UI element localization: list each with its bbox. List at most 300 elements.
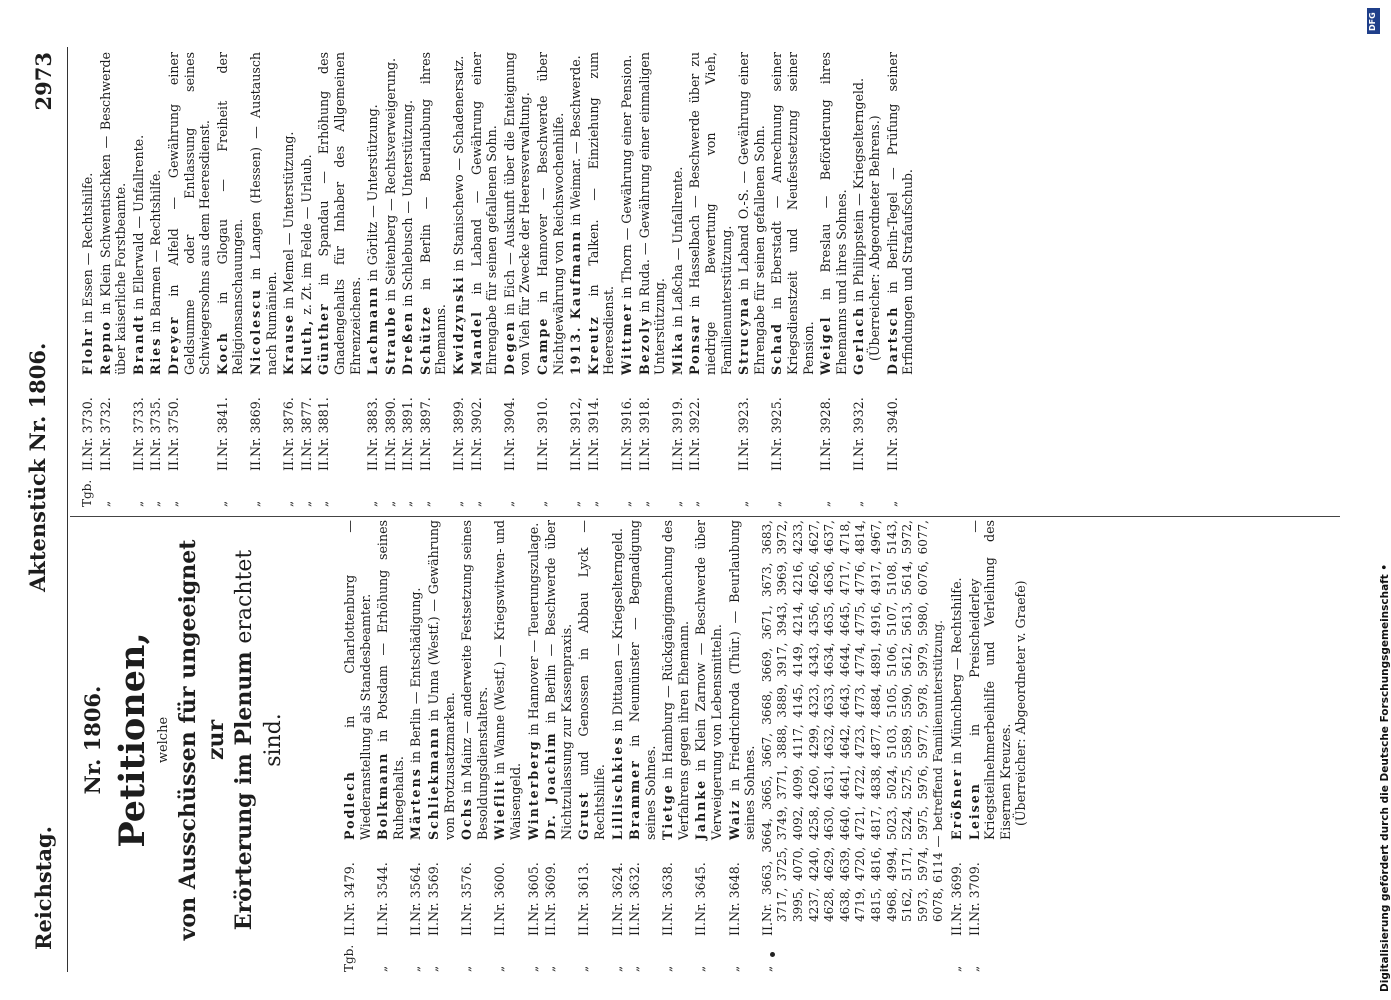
entry-text [281, 52, 297, 375]
entry-number: Nr. 3609. [543, 862, 559, 922]
entry-prefix: „ [451, 500, 466, 507]
petition-subject: z. Zt. im Felde — Urlaub. [298, 154, 314, 319]
entry-text [568, 52, 584, 375]
entry-section: II. [408, 922, 424, 936]
entry-prefix: „ [459, 965, 474, 972]
subtitle-line-1b: ungeeignet zur [175, 539, 229, 761]
entry-section: II. [451, 457, 467, 471]
petition-subject: in Weimar. — Beschwerde. [568, 55, 584, 230]
petitioner-name: Podlech [342, 770, 357, 840]
petition-subject: in Hamburg — Rückgängigmachung des Verfahrens gegen ihren Ehemann. [660, 520, 691, 840]
petition-subject: in Berlin — Entschädigung. [408, 587, 424, 768]
entry-text [80, 52, 96, 375]
petition-entry [693, 520, 724, 972]
petition-subject: in Hasselbach — Beschwerde über zu niedrige Bewertung von Vieh, Familienunterstützung. [687, 52, 734, 375]
entry-text [586, 52, 617, 375]
petitioner-name: Ries [148, 336, 164, 375]
entry-section: II. [342, 922, 357, 936]
entry-text [459, 520, 490, 840]
petition-entry [885, 52, 916, 507]
petitioner-name: Günther [316, 302, 332, 375]
petition-entry [365, 52, 381, 507]
entry-section: II. [660, 922, 676, 936]
heading-welche: welche [156, 716, 171, 764]
entry-text [885, 52, 916, 375]
entry-number: Nr. 3733. [130, 397, 146, 457]
petition-subject: in Philippstein — Kriegselterngeld. [851, 78, 867, 306]
entry-section: II. [148, 457, 164, 471]
entry-text [502, 52, 533, 375]
running-head [24, 52, 58, 972]
petition-entry [248, 52, 279, 507]
entry-section: II. [501, 457, 517, 471]
entry-prefix: „ [568, 500, 583, 507]
entry-number: Nr. 3730. [80, 397, 95, 457]
petition-entry [316, 52, 363, 507]
petition-subject: in Glogau — Freiheit der Religionsanschauungen. [214, 52, 246, 375]
petitioner-name: Campe [535, 316, 551, 375]
entry-number: Nr. 3699. [948, 862, 964, 922]
entry-section: II. [759, 922, 775, 936]
entry-section: II. [627, 922, 643, 936]
entry-prefix: „ [693, 965, 708, 972]
petition-entry [576, 520, 607, 972]
petitioner-name: Kreutz [585, 315, 601, 375]
petition-subject: in Stanischewo — Schadenersatz. [451, 55, 467, 276]
entry-number: Nr. 3899. [451, 397, 467, 457]
petition-entry [727, 520, 758, 972]
petitioner-name: Erößner [948, 767, 964, 840]
petitioner-name: Straube [382, 305, 398, 375]
entry-prefix: „ [97, 500, 112, 507]
petition-subject: in Essen — Rechtshilfe. [80, 172, 95, 328]
petition-subject: in Eberstadt — Anrechnung seiner Kriegsdienstzeit und Neufestsetzung seiner Pension. [769, 52, 816, 375]
subtitle-line-1a: von Ausschüssen für [175, 686, 201, 941]
entry-text [375, 520, 406, 840]
petition-subject: in Talken. — Einziehung zum Heeresdienst. [585, 52, 617, 375]
entry-number: Nr. 3869. [247, 397, 263, 457]
petition-entry [502, 52, 533, 507]
entry-section: II. [543, 922, 559, 936]
petition-entry [526, 520, 542, 972]
entry-prefix: „ [417, 500, 432, 507]
entry-number: Nr. 3732. [97, 397, 113, 457]
petitioner-name: Strucyna [736, 295, 752, 375]
petitioner-name: Ponsar [687, 314, 703, 375]
petitioner-name: Weigel [818, 315, 834, 375]
sidebar-text: Digitalisierung gefördert durch die Deutsche Forschungsgemeinschaft • [1379, 563, 1391, 992]
petition-subject: in Laband O.-S. — Gewährung einer Ehrengabe für seinen gefallenen Sohn. [736, 52, 767, 375]
entry-section: II. [468, 457, 484, 471]
entry-number: Nr. 3902. [468, 397, 484, 457]
petitioner-name: Gerlach [851, 305, 867, 375]
entry-number: Nr. 3918. [636, 397, 652, 457]
petition-subject: in Thorn — Gewährung einer Pension. [619, 54, 634, 303]
entry-text [535, 52, 566, 375]
entry-section: II. [425, 922, 441, 936]
entry-text [526, 520, 542, 840]
entry-section: II. [97, 457, 113, 471]
entry-prefix: „ [247, 500, 262, 507]
petition-entry [148, 52, 164, 507]
entry-section: II. [281, 457, 297, 471]
entry-section: II. [247, 457, 263, 471]
entry-prefix: „ [214, 500, 229, 507]
entry-number: Nr. 3925. [769, 397, 785, 457]
subtitle-line-1 [174, 520, 230, 960]
entry-prefix: „ [165, 500, 180, 507]
entry-prefix: „ [525, 965, 540, 972]
entry-number: Nr. 3912, [568, 397, 584, 457]
entry-text [851, 52, 882, 375]
petitioner-name: Dartsch [884, 305, 900, 375]
petitioner-name: Kwidzynski [451, 275, 467, 375]
entry-section: II. [585, 457, 601, 471]
header-rule [67, 47, 68, 972]
entry-section: II. [966, 922, 982, 936]
petitioner-name: Wittmer [619, 302, 634, 375]
petition-entry [610, 520, 626, 972]
entry-number: Nr. 3600. [492, 862, 508, 922]
petitioner-name: Mika [669, 331, 685, 375]
entry-number: Nr. 3881. [316, 397, 332, 457]
petitioner-name: Mandel [468, 310, 484, 375]
entry-section: II. [851, 457, 867, 471]
entry-text [543, 520, 574, 840]
entry-number: Nr. 3613. [576, 862, 592, 922]
entry-section: II. [609, 922, 625, 936]
entry-prefix: „ [130, 500, 145, 507]
entry-text [949, 520, 965, 840]
petitioner-name: Nicolescu [247, 287, 263, 375]
entry-text [687, 52, 734, 375]
petitioner-name: Schliekmann [425, 725, 441, 840]
petition-entry [492, 520, 523, 972]
petition-subject: in Mainz — anderweite Festsetzung seines Besoldungsdienstalters. [459, 520, 490, 840]
entry-prefix: „ [669, 500, 684, 507]
entry-prefix: „ [316, 500, 331, 507]
petition-entry [383, 52, 399, 507]
entry-number: Nr. 3922. [687, 397, 703, 457]
entry-prefix: Tgb. [342, 944, 356, 972]
entry-prefix: „ [576, 965, 591, 972]
entry-text [131, 52, 147, 375]
entry-number: Nr. 3624. [609, 862, 625, 922]
entry-text [576, 520, 607, 840]
entry-text [610, 520, 626, 840]
entry-text [451, 52, 467, 375]
entry-prefix: „ [726, 965, 741, 972]
petition-entry [736, 52, 767, 507]
petition-subject: in Klein Zarnow — Beschwerde über Verweigerung von Lebensmitteln. [693, 520, 725, 840]
left-entry-list [342, 520, 758, 972]
entry-text [365, 52, 381, 375]
entry-text [619, 52, 635, 375]
petition-entry [627, 520, 658, 972]
petition-entry [459, 520, 490, 972]
entry-prefix: „ [535, 500, 550, 507]
petition-subject: in Münchberg — Rechtshilfe. [948, 577, 964, 768]
entry-prefix: „ [948, 965, 963, 972]
entry-prefix: „ [400, 500, 415, 507]
entry-section: II. [818, 457, 834, 471]
petition-subject: in Wanne (Westf.) — Kriegswitwen- und Waisengeld. [492, 520, 523, 840]
entry-number: Nr. 3735. [148, 397, 164, 457]
entry-section: II. [884, 457, 900, 471]
petition-subject: in Berlin-Tegel — Prüfung seiner Erfindungen und Strafaufschub. [884, 52, 916, 375]
petition-subject: in Schlebusch — Unterstützung. [400, 99, 416, 311]
entry-section: II. [693, 922, 709, 936]
entry-text [769, 52, 816, 375]
entry-text [637, 52, 668, 375]
entry-section: II. [375, 922, 391, 936]
petition-entry [80, 52, 96, 507]
right-column [80, 52, 918, 507]
petitioner-name: Bolkmann [375, 751, 391, 840]
petition-entry [469, 52, 500, 507]
entry-text [418, 52, 449, 375]
entry-prefix: „ [425, 965, 440, 972]
entry-prefix: „ [468, 500, 483, 507]
petition-entry [131, 52, 147, 507]
entry-prefix: „ [687, 500, 702, 507]
entry-prefix: „ [636, 500, 651, 507]
entry-prefix: „ [627, 965, 642, 972]
entry-prefix: „ [884, 500, 899, 507]
entry-section: II. [382, 457, 398, 471]
petitioner-name: Krause [281, 313, 297, 375]
petition-entry [670, 52, 686, 507]
entry-number: Nr. 3914. [585, 397, 601, 457]
petitioner-name: Tietge [660, 783, 676, 840]
petition-subject: in Memel — Unterstützung. [281, 131, 297, 313]
left-tail-list [949, 520, 1029, 972]
entry-number: Nr. 3841. [214, 397, 230, 457]
entry-section: II. [214, 457, 230, 471]
entry-section: II. [576, 922, 592, 936]
petition-subject: in Eich — Auskunft über die Enteignung von Vieh für Zwecke der Heeresverwaltung. [501, 52, 533, 375]
left-column [342, 520, 1031, 972]
entry-section: II. [492, 922, 508, 936]
entry-text [727, 520, 758, 840]
entry-section: II. [365, 457, 381, 471]
petitioner-name: Bezoly [636, 316, 652, 375]
entry-number: Nr. 3544. [375, 862, 391, 922]
petitioner-name: Dr. Joachim [543, 731, 559, 840]
petition-subject: in Ruda. — Gewährung einer einmaligen Unterstützung. [636, 52, 668, 375]
entry-section: II. [568, 457, 584, 471]
entry-text [215, 52, 246, 375]
petition-entry [98, 52, 129, 507]
entry-section: II. [726, 922, 742, 936]
entry-text [967, 520, 1029, 840]
petitioner-name: Ochs [459, 797, 475, 840]
entry-number: Nr. 3890. [382, 397, 398, 457]
entry-text [148, 52, 164, 375]
entry-prefix: Tgb. [80, 479, 94, 507]
page-title: Petitionen, [112, 632, 153, 848]
entry-prefix: „ [501, 500, 516, 507]
entry-prefix: „ [818, 500, 833, 507]
entry-number: Nr. 3916. [619, 397, 634, 457]
petition-entry [660, 520, 691, 972]
entry-section: II. [459, 922, 475, 936]
petition-entry [342, 520, 373, 972]
entry-section: II. [80, 457, 95, 471]
right-entry-list [80, 52, 916, 507]
petition-subject: in Charlottenburg — Wiederanstellung als Standesbeamter. [342, 520, 373, 840]
presenter-note: (Überreicher: Abgeordneter v. Graefe) [1013, 580, 1029, 826]
document-page [22, 42, 1362, 972]
entry-number: Nr. 3904. [501, 397, 517, 457]
entry-text [400, 52, 416, 375]
petition-entry [949, 520, 965, 972]
petitioner-name: Jahnke [693, 778, 709, 840]
entry-text [469, 52, 500, 375]
entry-text [316, 52, 363, 375]
entry-number: Nr. 3564. [408, 862, 424, 922]
entry-section: II. [316, 457, 332, 471]
petitioner-name: Koch [214, 331, 230, 375]
section-heading [80, 520, 288, 960]
petition-subject: in Hannover — Beschwerde über Nichtgewährung von Reichswochenhilfe. [535, 52, 566, 375]
entry-number: Nr. 3897. [417, 397, 433, 457]
entry-prefix: „ [408, 965, 423, 972]
petition-entry [299, 52, 315, 507]
entry-prefix: „ [851, 500, 866, 507]
petition-subject: in Neumünster — Begnadigung seines Sohnes. [627, 520, 658, 840]
entry-prefix: „ [543, 965, 558, 972]
petition-entry [215, 52, 246, 507]
entry-section: II. [400, 457, 416, 471]
entry-number: Nr. 3638. [660, 862, 676, 922]
entry-number: Nr. 3479. [342, 862, 357, 922]
petitioner-name: Repno [97, 320, 113, 375]
petitioner-name: Wieflit [492, 778, 508, 840]
entry-number: Nr. 3883. [365, 397, 381, 457]
entry-section: II. [948, 922, 964, 936]
petitioner-name: 1913. Kaufmann [568, 229, 584, 375]
entry-text [408, 520, 424, 840]
petitioner-name: Degen [501, 320, 517, 375]
petitioner-name: Grust [576, 790, 592, 840]
entry-prefix: „ [759, 965, 774, 972]
entry-number: Nr. 3648. [726, 862, 742, 922]
entry-prefix: „ [375, 965, 390, 972]
entry-section: II. [130, 457, 146, 471]
petition-subject: in Hannover — Teuerungszulage. [525, 522, 541, 740]
entry-text [342, 520, 373, 840]
petition-entry [426, 520, 457, 972]
petition-entry [687, 52, 734, 507]
subtitle-line-2b: erachtet sind. [232, 549, 286, 767]
entry-section: II. [619, 457, 634, 471]
entry-number: Nr. 3569. [425, 862, 441, 922]
entry-text [670, 52, 686, 375]
printer-mark [770, 952, 775, 957]
entry-number: Nr. 3632. [627, 862, 643, 922]
petition-subject: in Dittauen — Kriegselterngeld. [609, 528, 625, 736]
entry-prefix: „ [492, 965, 507, 972]
petition-entry [619, 52, 635, 507]
petitioner-name: Brandt [130, 313, 146, 375]
entry-number: Nr. 3605. [525, 862, 541, 922]
running-head-left: Reichstag. [31, 826, 56, 950]
petition-entry [637, 52, 668, 507]
entry-text [383, 52, 399, 375]
entry-text [98, 52, 129, 375]
entry-number: Nr. 3923. [736, 397, 752, 457]
entry-prefix: „ [660, 965, 675, 972]
petition-subject: in Alfeld — Gewährung einer Geldsumme oder Entlassung seines Schwiegersohns aus dem Heeresdienst. [165, 52, 213, 375]
entry-prefix: „ [585, 500, 600, 507]
entry-section: II. [769, 457, 785, 471]
petition-entry [967, 520, 1029, 972]
petition-subject: in Klein Schwentischken — Beschwerde über kaiserliche Forstbeamte. [97, 52, 129, 375]
petition-entry [851, 52, 882, 507]
dfg-logo-text: DFG [1368, 12, 1377, 31]
petition-subject: in Laßcha — Unfallrente. [669, 166, 685, 332]
petitioner-name: Schütze [417, 304, 433, 375]
petition-entry [400, 52, 416, 507]
entry-section: II. [736, 457, 752, 471]
entry-text [660, 520, 691, 840]
petition-subject: in Laband — Gewährung einer Ehrengabe für seinen gefallenen Sohn. [468, 52, 500, 375]
petition-subject: in Friedrichroda (Thür.) — Beurlaubung seines Sohnes. [726, 520, 758, 840]
petition-entry [451, 52, 467, 507]
entry-text [736, 52, 767, 375]
entry-prefix: „ [769, 500, 784, 507]
petition-entry [568, 52, 584, 507]
entry-text [818, 52, 849, 375]
entry-section: II. [687, 457, 703, 471]
petition-subject: in Preischeiderley — Kriegsteilnehmerbeihilfe und Verleihung des Eisernen Kreuzes. [966, 520, 1013, 840]
entry-prefix: „ [281, 500, 296, 507]
petition-entry [418, 52, 449, 507]
dfg-logo [1367, 8, 1380, 34]
entry-section: II. [165, 457, 181, 471]
entry-prefix: „ [619, 500, 633, 507]
petitioner-name: Flohr [80, 327, 95, 375]
entry-section: II. [417, 457, 433, 471]
petition-subject: in Spandau — Erhöhung des Gnadengehalts für Inhaber des Allgemeinen Ehrenzeichens. [316, 52, 363, 375]
petition-subject: und Genossen in Abbau Lyck — Rechtshilfe. [576, 520, 607, 840]
petition-entry [535, 52, 566, 507]
petition-entry [375, 520, 406, 972]
entry-number: Nr. 3910. [535, 397, 551, 457]
entry-text [299, 52, 315, 375]
document-number: Nr. 1806. [80, 685, 105, 795]
entry-text [166, 52, 213, 375]
entry-number: Nr. 3940. [884, 397, 900, 457]
petitioner-name: Brammer [627, 759, 643, 840]
petitioner-name: Lillischkies [609, 735, 625, 840]
petition-subject: in Unna (Westf.) — Gewährung von Brotzusatzmarken. [425, 520, 457, 840]
entry-number: Nr. 3750. [165, 397, 181, 457]
petitioner-name: Dreyer [165, 315, 181, 375]
running-head-center: Aktenstück Nr. 1806. [25, 342, 50, 592]
entry-number: Nr. 3709. [966, 862, 982, 922]
petition-entry [769, 52, 816, 507]
petitioner-name: Dreßen [400, 310, 416, 375]
petition-subject: in Ellerwald — Unfallrente. [130, 134, 146, 314]
entry-prefix: „ [966, 965, 981, 972]
entry-text [627, 520, 658, 840]
entry-prefix: „ [736, 500, 751, 507]
petition-entry [818, 52, 849, 507]
entry-text [426, 520, 457, 840]
petitioner-name: Kluth, [298, 318, 314, 375]
